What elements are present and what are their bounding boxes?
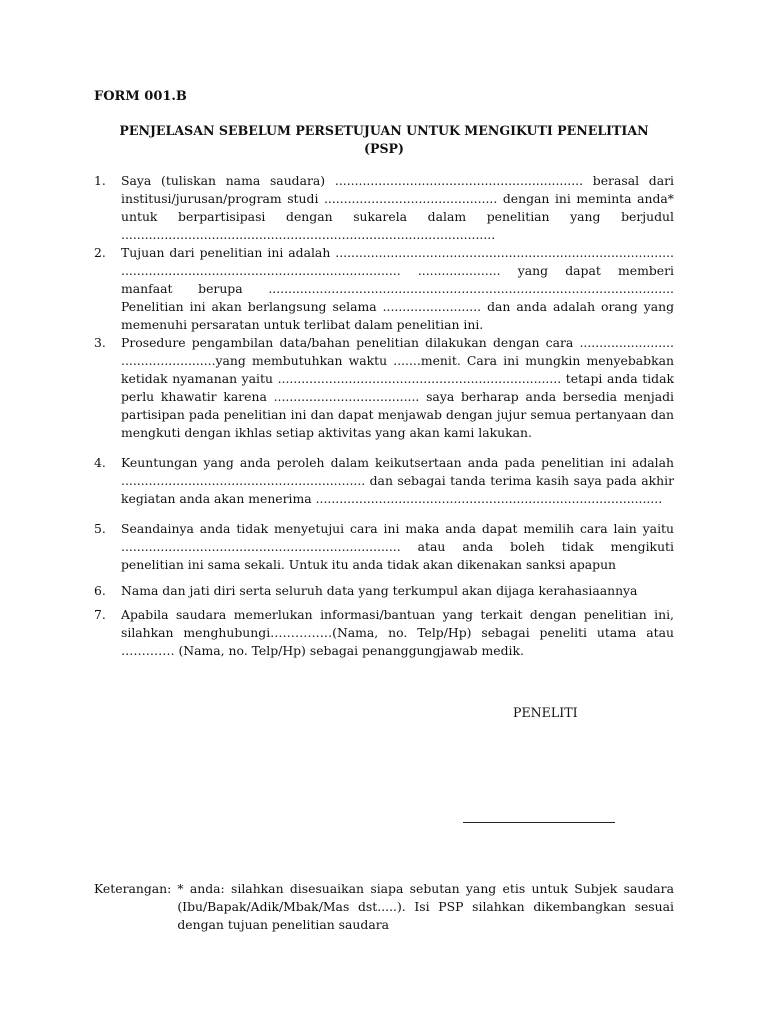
list-item-number: 7. xyxy=(94,607,106,622)
list-item-number: 3. xyxy=(94,335,106,350)
list-item-number: 6. xyxy=(94,583,106,598)
numbered-list xyxy=(94,172,674,660)
list-item-6 xyxy=(94,582,674,600)
title-line-1: PENJELASAN SEBELUM PERSETUJUAN UNTUK MENGIKUTI PENELITIAN xyxy=(119,123,649,138)
footnote-text: * anda: silahkan disesuaikan siapa sebutan yang etis untuk Subjek saudara (Ibu/Bapak/Adik/Mbak/Mas dst.....). Isi PSP silahkan dikembangkan sesuai dengan tujuan penelitian saudara xyxy=(177,881,674,932)
form-code: FORM 001.B xyxy=(94,89,187,104)
list-item-1 xyxy=(94,172,674,244)
list-item-number: 2. xyxy=(94,245,106,260)
footnote-label: Keterangan: xyxy=(94,881,172,896)
researcher-label: PENELITI xyxy=(513,705,578,720)
list-item-text: Saya (tuliskan nama saudara) ............................................................... berasal dari institusi/jurusan/program studi ............................................ dengan ini meminta anda* untuk berpartisipasi dengan sukarela dalam penelitian yang berjudul ............................................................................................... xyxy=(121,173,674,242)
signature-line xyxy=(463,822,615,823)
list-item-number: 4. xyxy=(94,455,106,470)
list-item-text: Tujuan dari penelitian ini adalah ...................................................................................... ....................................................................... ..................... yang dapat memberi manfaat berupa ....................................................................................................... Penelitian ini akan berlangsung selama ......................... dan anda adalah orang yang memenuhi persaratan untuk terlibat dalam penelitian ini. xyxy=(121,245,674,332)
list-item-number: 1. xyxy=(94,173,106,188)
list-item-text: Nama dan jati diri serta seluruh data yang terkumpul akan dijaga kerahasiaannya xyxy=(121,583,638,598)
list-item-3 xyxy=(94,334,674,442)
list-item-4 xyxy=(94,454,674,508)
title-line-2: (PSP) xyxy=(364,141,404,156)
list-item-text: Prosedure pengambilan data/bahan penelitian dilakukan dengan cara ........................ ........................yang membutuhkan waktu .......menit. Cara ini mungkin menyebabkan ketidak nyamanan yaitu ........................................................................ tetapi anda tidak perlu khawatir karena ..................................... saya berharap anda bersedia menjadi partisipan pada penelitian ini dan dapat menjawab dengan jujur semua pertanyaan dan mengkuti dengan ikhlas setiap aktivitas yang akan kami lakukan. xyxy=(121,335,674,440)
list-item-text: Apabila saudara memerlukan informasi/bantuan yang terkait dengan penelitian ini, silahkan menghubungi……………(Nama, no. Telp/Hp) sebagai peneliti utama atau …………. (Nama, no. Telp/Hp) sebagai penanggungjawab medik. xyxy=(121,607,674,658)
list-item-7 xyxy=(94,606,674,660)
list-item-text: Keuntungan yang anda peroleh dalam keikutsertaan anda pada penelitian ini adalah .............................................................. dan sebagai tanda terima kasih saya pada akhir kegiatan anda akan menerima ........................................................................................ xyxy=(121,455,674,506)
list-item-5 xyxy=(94,520,674,574)
document-title xyxy=(94,122,674,158)
list-item-number: 5. xyxy=(94,521,106,536)
list-item-2 xyxy=(94,244,674,334)
list-item-text: Seandainya anda tidak menyetujui cara ini maka anda dapat memilih cara lain yaitu ....................................................................... atau anda boleh tidak mengikuti penelitian ini sama sekali. Untuk itu anda tidak akan dikenakan sanksi apapun xyxy=(121,521,674,572)
footnote xyxy=(94,880,674,934)
